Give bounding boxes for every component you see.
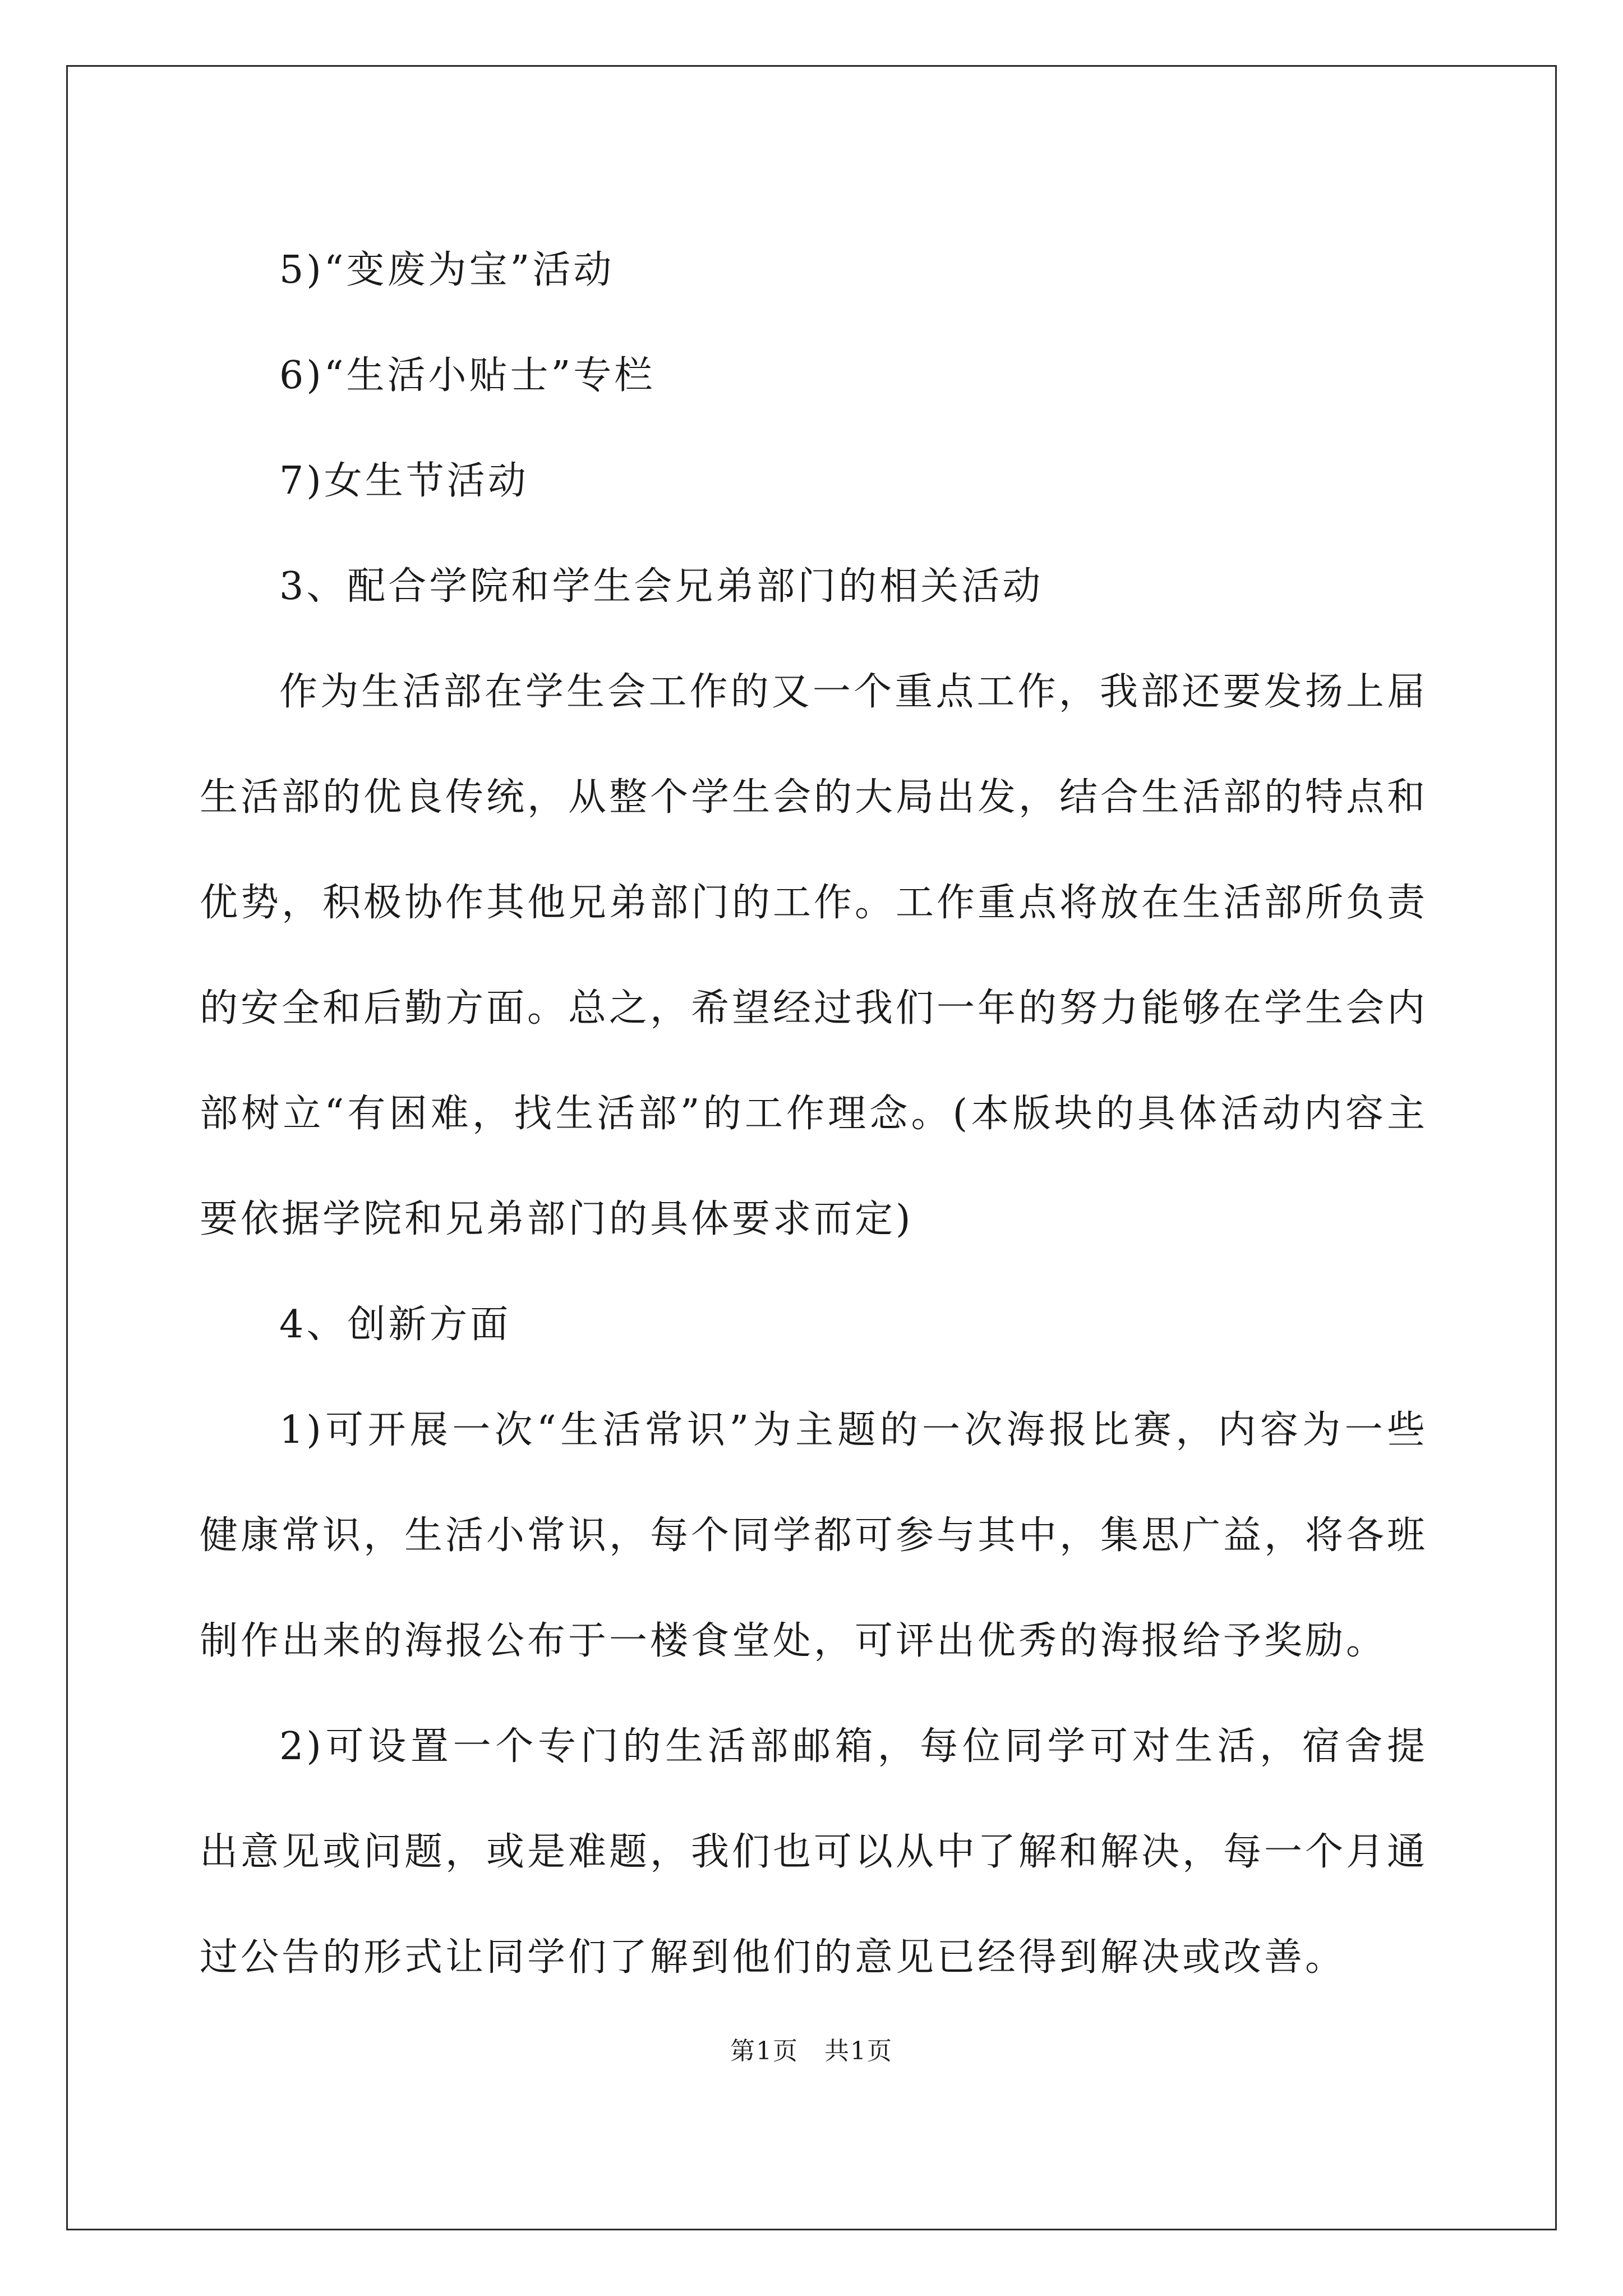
section-heading-3: 3、配合学院和学生会兄弟部门的相关活动 (279, 564, 1044, 609)
innovation-item-2: 2)可设置一个专门的生活部邮箱，每位同学可对生活，宿舍提出意见或问题，或是难题，我们也可以从中了解和解决，每一个月通过公告的形式让同学们了解到他们的意见已经得到解决或改善。 (200, 1724, 1428, 1980)
innovation-item-1: 1)可开展一次“生活常识”为主题的一次海报比赛，内容为一些健康常识，生活小常识，每个同学都可参与其中，集思广益，将各班制作出来的海报公布于一楼食堂处，可评出优秀的海报给予奖励。 (200, 1408, 1428, 1663)
list-item-7: 7)女生节活动 (279, 459, 529, 503)
page-number-footer: 第1页 共1页 (730, 2037, 893, 2065)
document-body (200, 218, 1428, 2010)
section-heading-4: 4、创新方面 (279, 1303, 511, 1347)
body-paragraph: 作为生活部在学生会工作的又一个重点工作，我部还要发扬上届生活部的优良传统，从整个学生会的大局出发，结合生活部的特点和优势，积极协作其他兄弟部门的工作。工作重点将放在生活部所负责的安全和后勤方面。总之，希望经过我们一年的努力能够在学生会内部树立“有困难，找生活部”的工作理念。(本版块的具体活动内容主要依据学院和兄弟部门的具体要求而定) (200, 670, 1428, 1241)
list-item-5: 5)“变废为宝”活动 (279, 248, 615, 292)
list-item-6: 6)“生活小贴士”专栏 (279, 353, 656, 398)
